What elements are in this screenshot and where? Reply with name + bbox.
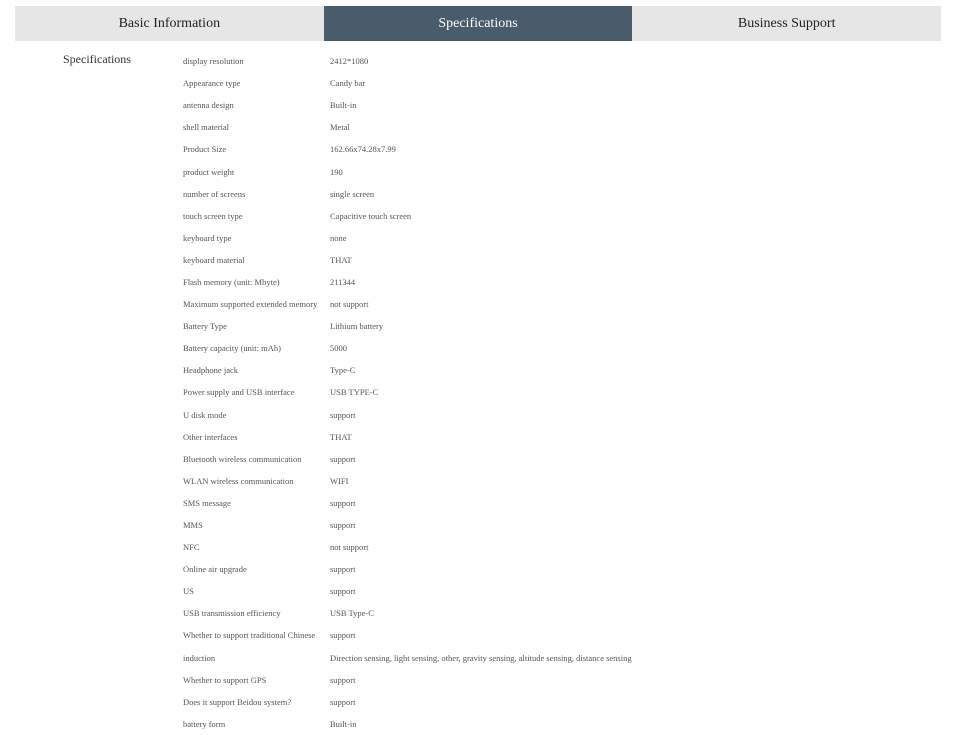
spec-row: [183, 116, 883, 138]
spec-key: Online air upgrade: [183, 564, 247, 575]
spec-row: [183, 691, 883, 713]
spec-value: support: [330, 674, 356, 685]
spec-value: support: [330, 630, 356, 641]
spec-row: [183, 536, 883, 558]
spec-key: Maximum supported extended memory: [183, 299, 318, 310]
spec-value: USB Type-C: [330, 608, 374, 619]
spec-row: [183, 315, 883, 337]
spec-value: 5000: [330, 343, 347, 354]
spec-row: [183, 580, 883, 602]
spec-key: WLAN wireless communication: [183, 475, 294, 486]
spec-key: battery form: [183, 718, 226, 729]
spec-row: [183, 624, 883, 646]
spec-value: 211344: [330, 276, 356, 287]
spec-key: Headphone jack: [183, 365, 238, 376]
tab-basic-information[interactable]: Basic Information: [15, 6, 324, 41]
spec-key: Battery Type: [183, 321, 227, 332]
spec-value: support: [330, 453, 356, 464]
spec-row: [183, 381, 883, 403]
tab-bar: [15, 6, 941, 41]
spec-value: single screen: [330, 188, 375, 199]
spec-value: support: [330, 564, 356, 575]
spec-value: Built-in: [330, 718, 357, 729]
spec-row: [183, 514, 883, 536]
spec-value: 190: [330, 166, 343, 177]
spec-value: support: [330, 409, 356, 420]
spec-row: [183, 359, 883, 381]
spec-key: touch screen type: [183, 210, 243, 221]
spec-key: SMS message: [183, 497, 231, 508]
spec-value: Direction sensing, light sensing, other, gravity sensing, altitude sensing, distance sensing: [330, 652, 632, 663]
spec-value: support: [330, 520, 356, 531]
spec-key: US: [183, 586, 194, 597]
spec-row: [183, 160, 883, 182]
spec-row: [183, 558, 883, 580]
spec-value: support: [330, 497, 356, 508]
spec-row: [183, 602, 883, 624]
spec-key: Battery capacity (unit: mAh): [183, 343, 281, 354]
spec-row: [183, 138, 883, 160]
section-title: Specifications: [63, 52, 131, 66]
spec-row: [183, 94, 883, 116]
spec-key: Appearance type: [183, 78, 241, 89]
spec-row: [183, 271, 883, 293]
spec-row: [183, 470, 883, 492]
spec-row: [183, 448, 883, 470]
spec-value: 162.66x74.28x7.99: [330, 144, 396, 155]
spec-value: support: [330, 586, 356, 597]
spec-key: Does it support Beidou system?: [183, 696, 292, 707]
spec-value: Lithium battery: [330, 321, 384, 332]
spec-value: Built-in: [330, 100, 357, 111]
spec-value: support: [330, 696, 356, 707]
spec-key: display resolution: [183, 56, 244, 67]
spec-key: number of screens: [183, 188, 246, 199]
spec-key: product weight: [183, 166, 235, 177]
spec-list: [183, 50, 883, 735]
tab-specifications[interactable]: Specifications: [324, 6, 633, 41]
tab-business-support[interactable]: Business Support: [632, 6, 941, 41]
spec-key: shell material: [183, 122, 230, 133]
spec-key: USB transmission efficiency: [183, 608, 281, 619]
spec-row: [183, 205, 883, 227]
spec-row: [183, 249, 883, 271]
spec-value: THAT: [330, 431, 352, 442]
spec-key: Power supply and USB interface: [183, 387, 295, 398]
spec-key: induction: [183, 652, 216, 663]
spec-row: [183, 50, 883, 72]
spec-row: [183, 183, 883, 205]
spec-row: [183, 426, 883, 448]
spec-row: [183, 492, 883, 514]
spec-value: Type-C: [330, 365, 356, 376]
spec-row: [183, 72, 883, 94]
spec-key: keyboard material: [183, 254, 245, 265]
spec-row: [183, 227, 883, 249]
spec-row: [183, 713, 883, 735]
spec-row: [183, 337, 883, 359]
spec-value: none: [330, 232, 347, 243]
spec-key: keyboard type: [183, 232, 232, 243]
spec-value: Metal: [330, 122, 350, 133]
spec-key: antenna design: [183, 100, 234, 111]
spec-value: Capacitive touch screen: [330, 210, 412, 221]
spec-value: Candy bar: [330, 78, 366, 89]
spec-value: USB TYPE-C: [330, 387, 379, 398]
spec-key: MMS: [183, 520, 203, 531]
spec-key: Whether to support traditional Chinese: [183, 630, 316, 641]
spec-row: [183, 404, 883, 426]
spec-row: [183, 647, 883, 669]
spec-key: Flash memory (unit: Mbyte): [183, 276, 280, 287]
spec-key: Whether to support GPS: [183, 674, 267, 685]
spec-value: WIFI: [330, 475, 349, 486]
spec-key: Other interfaces: [183, 431, 238, 442]
spec-value: THAT: [330, 254, 352, 265]
spec-value: not support: [330, 299, 369, 310]
spec-key: Product Size: [183, 144, 227, 155]
spec-key: U disk mode: [183, 409, 227, 420]
spec-row: [183, 293, 883, 315]
spec-value: 2412*1080: [330, 56, 369, 67]
spec-key: Bluetooth wireless communication: [183, 453, 302, 464]
spec-key: NFC: [183, 542, 200, 553]
spec-row: [183, 669, 883, 691]
spec-value: not support: [330, 542, 369, 553]
